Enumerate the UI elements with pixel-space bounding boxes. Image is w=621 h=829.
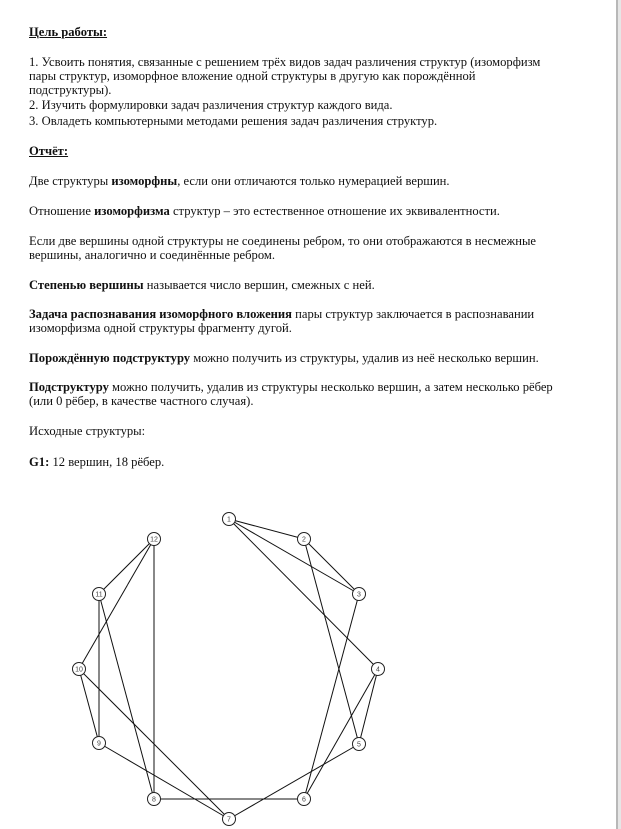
node-label: 5 bbox=[357, 741, 361, 749]
node-label: 11 bbox=[95, 591, 103, 599]
node-label: 1 bbox=[227, 516, 231, 524]
term-isomorphic: изоморфны bbox=[111, 174, 178, 188]
graph-node bbox=[148, 533, 161, 546]
node-label: 2 bbox=[302, 536, 306, 544]
term-substructure: Подструктуру bbox=[29, 380, 109, 394]
goal-item-2: 2. Изучить формулировки задач различения структур каждого вида. bbox=[29, 98, 393, 112]
text: можно получить из структуры, удалив из неё несколько вершин. bbox=[190, 351, 539, 365]
node-label: 7 bbox=[227, 816, 231, 824]
graph-node bbox=[223, 813, 236, 826]
term-embedding-task: Задача распознавания изоморфного вложения bbox=[29, 307, 292, 321]
goal-item-1-line-1: 1. Усвоить понятия, связанные с решением трёх видов задач различения структур (изоморфизм bbox=[29, 55, 541, 69]
text: Отношение bbox=[29, 204, 95, 218]
text: структур – это естественное отношение их эквивалентности. bbox=[169, 204, 500, 218]
graph-node bbox=[73, 663, 86, 676]
goal-heading: Цель работы: bbox=[29, 25, 108, 39]
text: Две структуры bbox=[29, 174, 112, 188]
graph-edge bbox=[304, 666, 380, 799]
graph-edge bbox=[99, 594, 154, 799]
paragraph-embedding-line-2: изоморфизма одной структуры фрагменту дугой. bbox=[29, 321, 292, 335]
goal-item-1-line-3: подструктуры). bbox=[29, 83, 112, 97]
report-heading: Отчёт: bbox=[29, 144, 69, 158]
graph-node bbox=[298, 533, 311, 546]
graph-edge bbox=[229, 741, 361, 819]
node-label: 4 bbox=[376, 666, 380, 674]
node-label: 8 bbox=[152, 796, 156, 804]
graph-node bbox=[93, 737, 106, 750]
text: можно получить, удалив из структуры несколько вершин, а затем несколько рёбер bbox=[108, 380, 553, 394]
source-structures-label: Исходные структуры: bbox=[29, 424, 146, 438]
node-label: 9 bbox=[97, 740, 101, 748]
node-label: 10 bbox=[75, 666, 83, 674]
paragraph-adjacency-line-1: Если две вершины одной структуры не соединены ребром, то они отображаются в несмежные bbox=[29, 234, 537, 248]
graph-node bbox=[93, 588, 106, 601]
graph-edge bbox=[359, 666, 380, 744]
text: пары структур заключается в распознавании bbox=[291, 307, 535, 321]
term-isomorphism: изоморфизма bbox=[94, 204, 170, 218]
graph-node bbox=[372, 663, 385, 676]
graph-edge bbox=[79, 669, 99, 743]
node-label: 12 bbox=[150, 536, 158, 544]
graph-edge bbox=[79, 539, 154, 669]
term-induced-substructure: Порождённую подструктуру bbox=[29, 351, 191, 365]
graph-edge bbox=[227, 516, 359, 594]
graph-node bbox=[148, 793, 161, 806]
goal-item-1-line-2: пары структур, изоморфное вложение одной структуры в другую как порождённой bbox=[29, 69, 476, 83]
graph-edge bbox=[227, 516, 304, 539]
goal-item-3: 3. Овладеть компьютерными методами решения задач различения структур. bbox=[29, 114, 438, 128]
g1-label: G1: bbox=[29, 455, 50, 469]
graph-node bbox=[353, 738, 366, 751]
g1-stats: 12 вершин, 18 рёбер. bbox=[49, 455, 165, 469]
paragraph-substructure-line-2: (или 0 рёбер, в качестве частного случая). bbox=[29, 394, 254, 408]
graph-edge bbox=[304, 591, 361, 799]
graph-node bbox=[223, 513, 236, 526]
graph-node bbox=[298, 793, 311, 806]
text: называется число вершин, смежных с ней. bbox=[143, 278, 375, 292]
term-vertex-degree: Степенью вершины bbox=[29, 278, 144, 292]
node-label: 6 bbox=[302, 796, 306, 804]
node-label: 3 bbox=[357, 591, 361, 599]
text: , если они отличаются только нумерацией вершин. bbox=[177, 174, 450, 188]
graph-edges bbox=[79, 516, 378, 819]
graph-node bbox=[353, 588, 366, 601]
paragraph-adjacency-line-2: вершины, аналогично и соединённые ребром. bbox=[29, 248, 276, 262]
